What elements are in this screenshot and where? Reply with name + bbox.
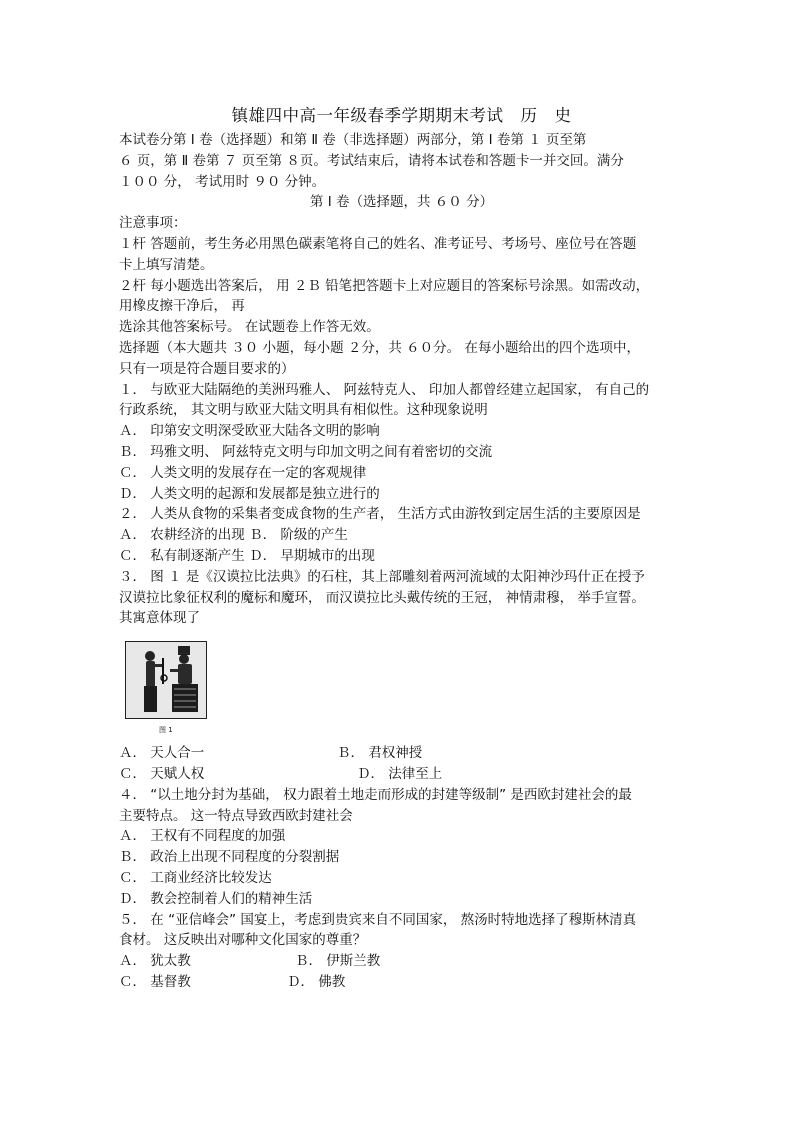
options-row-ab <box>119 743 684 764</box>
question-stem: ３． 图 １ 是《汉谟拉比法典》的石柱，其上部雕刻着两河流域的太阳神沙玛什正在授予 <box>119 568 645 585</box>
question-stem: 其寓意体现了 <box>119 610 200 627</box>
option-d: Ｄ． 人类文明的起源和发展都是独立进行的 <box>119 485 380 502</box>
question-1 <box>119 380 684 505</box>
notes-title: 注意事项： <box>119 215 187 232</box>
options-line: Ｃ． 私有制逐渐产生 Ｄ． 早期城市的出现 <box>119 547 375 564</box>
option-c: Ｃ． 基督教 <box>119 973 191 990</box>
option-a: Ａ． 王权有不同程度的加强 <box>119 828 286 845</box>
option-b: Ｂ． 玛雅文明、 阿兹特克文明与印加文明之间有着密切的交流 <box>119 443 493 460</box>
question-stem: 食材。 这反映出对哪种文化国家的尊重？ <box>119 932 367 949</box>
option-a: Ａ． 天人合一 <box>119 745 205 762</box>
question-stem: 行政系统， 其文明与欧亚大陆文明具有相似性。这种现象说明 <box>119 402 488 419</box>
question-4 <box>119 785 684 910</box>
figure-caption: 图 1 <box>159 726 173 735</box>
option-a: Ａ． 印第安文明深受欧亚大陆各文明的影响 <box>119 423 380 440</box>
note-line: 选涂其他答案标号。 在试题卷上作答无效。 <box>119 319 380 336</box>
stele-relief-icon <box>126 642 206 718</box>
option-d: Ｄ． 佛教 <box>287 973 346 990</box>
intro-paragraph <box>119 130 684 192</box>
question-stem: 汉谟拉比象征权利的魔标和魔环， 而汉谟拉比头戴传统的王冠， 神情肃穆， 举手宣誓。 <box>119 589 645 606</box>
question-2 <box>119 504 684 566</box>
note-line: 卡上填写清楚。 <box>119 256 214 273</box>
option-c: Ｃ． 工商业经济比较发达 <box>119 869 272 886</box>
section-heading: 第 Ⅰ 卷（选择题，共 ６０ 分） <box>309 194 494 211</box>
option-b: Ｂ． 政治上出现不同程度的分裂割据 <box>119 849 340 866</box>
option-c: Ｃ． 人类文明的发展存在一定的客观规律 <box>119 464 367 481</box>
instruction-line: 只有一项是符合题目要求的） <box>119 360 295 377</box>
question-stem: ２． 人类从食物的采集者变成食物的生产者， 生活方式由游牧到定居生活的主要原因是 <box>119 506 641 523</box>
option-a: Ａ． 犹太教 <box>119 953 191 970</box>
note-line: １杆 答题前，考生务必用黑色碳素笔将自己的姓名、准考证号、考场号、座位号在答题 <box>119 235 637 252</box>
note-line: ２杆 每小题选出答案后， 用 ２Ｂ 铅笔把答题卡上对应题目的答案标号涂黑。如需改动， <box>119 277 650 294</box>
intro-line: ６ 页，第 Ⅱ 卷第 ７ 页至第 ８页。考试结束后，请将本试卷和答题卡一并交回。满分 <box>119 152 624 169</box>
intro-line: 本试卷分第 Ⅰ 卷（选择题）和第 Ⅱ 卷（非选择题）两部分，第 Ⅰ 卷第 １ 页至第 <box>119 132 587 148</box>
options-row-ab <box>119 951 684 972</box>
intro-line: １００ 分， 考试用时 ９０ 分钟。 <box>119 173 326 190</box>
hammurabi-stele-image <box>125 641 207 719</box>
option-d: Ｄ． 教会控制着人们的精神生活 <box>119 890 313 907</box>
question-5 <box>119 910 684 993</box>
exam-title: 镇雄四中高一年级春季学期期末考试 历 史 <box>231 106 572 125</box>
question-stem: ５． 在 “亚信峰会” 国宴上，考虑到贵宾来自不同国家， 熬汤时特地选择了穆斯林清真 <box>119 911 637 928</box>
options-row-cd <box>119 764 684 785</box>
exam-page <box>119 102 684 993</box>
instruction-line: 选择题（本大题共 ３０ 小题，每小题 ２分，共 ６０分。 在每小题给出的四个选项中， <box>119 339 640 356</box>
option-b: Ｂ． 君权神授 <box>337 745 423 762</box>
instructions-block <box>119 338 684 380</box>
option-b: Ｂ． 伊斯兰教 <box>295 953 381 970</box>
option-c: Ｃ． 天赋人权 <box>119 765 205 782</box>
options-row-cd <box>119 972 684 993</box>
note-line: 用橡皮擦干净后， 再 <box>119 298 245 315</box>
question-stem: 主要特点。 这一特点导致西欧封建社会 <box>119 807 353 824</box>
options-line: Ａ． 农耕经济的出现 Ｂ． 阶级的产生 <box>119 527 348 544</box>
question-stem: ４． “以土地分封为基础， 权力跟着土地走而形成的封建等级制” 是西欧封建社会的最 <box>119 786 632 803</box>
option-d: Ｄ． 法律至上 <box>357 765 443 782</box>
notes-block <box>119 213 684 338</box>
question-3 <box>119 567 684 785</box>
question-stem: １． 与欧亚大陆隔绝的美洲玛雅人、 阿兹特克人、 印加人都曾经建立起国家， 有自己的 <box>119 381 650 398</box>
stele-figure <box>125 641 684 735</box>
